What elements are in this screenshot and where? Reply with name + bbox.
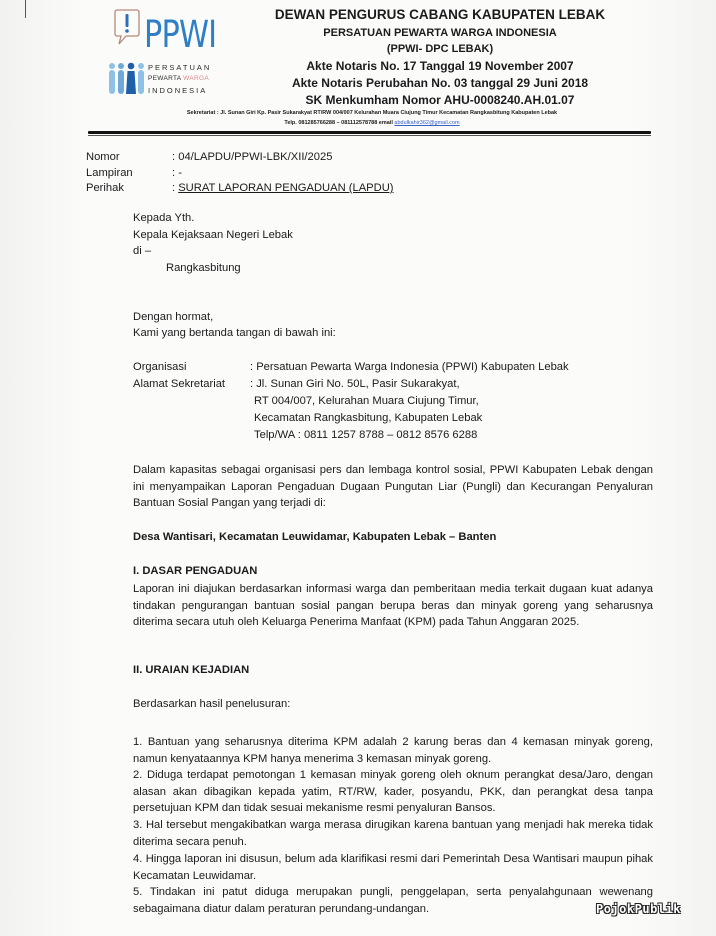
salutation: Dengan hormat, [133, 311, 214, 323]
intro-line: Kami yang bertanda tangan di bawah ini: [133, 327, 336, 339]
watermark-pojokpublik: PojokPublik [596, 902, 681, 916]
logo-subtitle-line2 [148, 76, 209, 83]
people-group-icon [108, 62, 146, 96]
alamat-phone: Telp/WA : 0811 1257 8788 – 0812 8576 6288 [254, 429, 478, 441]
letterhead-org-name: PERSATUAN PEWARTA WARGA INDONESIA [323, 27, 557, 39]
finding-item-1: 1. Bantuan yang seharusnya diterima KPM adalah 2 karung beras dan 4 kemasan minyak goreng, namun kenyataannya KPM hanya menerima 3 kemasan minyak goreng. [133, 736, 653, 765]
finding-item-4: 4. Hingga laporan ini disusun, belum ada klarifikasi resmi dari Pemerintah Desa Wantisari maupun pihak Kecamatan Leuwidamar. [133, 853, 653, 882]
finding-item-3: 3. Hal tersebut mengakibatkan warga merasa dirugikan karena bantuan yang menjadi hak mereka tidak diterima secara penuh. [133, 819, 653, 848]
recipient-di: di – [133, 245, 152, 257]
lampiran-value: : - [172, 167, 182, 179]
perihal-colon: : [172, 182, 179, 194]
finding-item-5: 5. Tindakan ini patut diduga merupakan pungli, penggelapan, serta penyalahgunaan wewenang sebagaimana diatur dalam peraturan perundang-undangan. [133, 886, 653, 915]
letterhead-address: Sekretariat : Jl. Sunan Giri Kp. Pasir Sukarakyat RT/RW 004/007 Kelurahan Muara Ciujung Timur Kecamatan Rangkasbitung Kabupaten Lebak [186, 110, 558, 116]
perihal-value [172, 183, 394, 194]
letterhead-email-link[interactable]: abdulkahir362@gmail.com [394, 120, 460, 126]
letterhead-phone: Telp. 081285766288 – 081112578788 email [284, 120, 395, 126]
section1-paragraph: Laporan ini diajukan berdasarkan informasi warga dan pemberitaan media terkait dugaan kuat adanya tindakan pengurangan bantuan sosial pangan berupa beras dan minyak goreng yang seharusnya diterima secara utuh oleh Keluarga Penerima Manfaat (KPM) pada Tahun Anggaran 2025. [133, 583, 653, 629]
letterhead-org-short: (PPWI- DPC LEBAK) [386, 43, 494, 55]
letterhead-divider-thin [88, 135, 651, 136]
section1-heading: I. DASAR PENGADUAN [133, 565, 258, 577]
letterhead-contact [92, 121, 652, 127]
logo-pewarta: PEWARTA [148, 75, 182, 82]
letterhead-sk-menkumham: SK Menkumham Nomor AHU-0008240.AH.01.07 [305, 93, 575, 107]
ppwi-logo [100, 6, 230, 98]
logo-warga: WARGA [183, 75, 209, 82]
alamat-line-1: : Jl. Sunan Giri No. 50L, Pasir Sukarakyat, [250, 378, 460, 390]
statement-paragraph: Dalam kapasitas sebagai organisasi pers dan lembaga kontrol sosial, PPWI Kabupaten Lebak dengan ini menyampaikan Laporan Pengaduan Dugaan Pungutan Liar (Pungli) dan Kecurangan Penyaluran Bantuan Sosial Pangan yang terjadi di: [133, 464, 653, 510]
lampiran-label: Lampiran [86, 167, 133, 179]
recipient-greeting: Kepada Yth. [133, 212, 195, 224]
alamat-label: Alamat Sekretariat [133, 378, 226, 390]
perihal-subject: SURAT LAPORAN PENGADUAN (LAPDU) [178, 182, 394, 194]
perihal-label: Perihak [86, 182, 124, 194]
section2-heading: II. URAIAN KEJADIAN [133, 664, 250, 676]
logo-subtitle-line3: INDONESIA [148, 86, 208, 95]
logo-wordmark: PPWI [144, 13, 217, 56]
exclamation-speech-bubble-icon [114, 8, 140, 46]
finding-item-2: 2. Diduga terdapat pemotongan 1 kemasan minyak goreng oleh oknum perangkat desa/Jaro, dengan alasan akan dibagikan kepada yatim, RT/RW, kader, posyandu, PKK, dan perangkat desa tanpa persetujuan KPM dan tidak sesuai mekanisme resmi penyaluran Bansos. [133, 769, 653, 815]
nomor-value: : 04/LAPDU/PPWI-LBK/XII/2025 [172, 151, 333, 163]
section2-intro: Berdasarkan hasil penelusuran: [133, 698, 291, 710]
recipient-name: Kepala Kejaksaan Negeri Lebak [133, 229, 293, 241]
alamat-line-2: RT 004/007, Kelurahan Muara Ciujung Timur, [254, 395, 479, 407]
recipient-city: Rangkasbitung [166, 262, 241, 274]
letterhead-notary-amendment: Akte Notaris Perubahan No. 03 tanggal 29 Juni 2018 [291, 76, 589, 90]
organisasi-label: Organisasi [133, 361, 187, 373]
nomor-label: Nomor [86, 151, 120, 163]
organisasi-value: : Persatuan Pewarta Warga Indonesia (PPWI) Kabupaten Lebak [250, 361, 569, 373]
logo-subtitle-line1: PERSATUAN [148, 63, 212, 72]
letterhead-notary-deed: Akte Notaris No. 17 Tanggal 19 November 2007 [306, 59, 574, 73]
alamat-line-3: Kecamatan Rangkasbitung, Kabupaten Lebak [254, 412, 483, 424]
incident-location: Desa Wantisari, Kecamatan Leuwidamar, Kabupaten Lebak – Banten [133, 531, 497, 543]
letterhead-divider [88, 131, 651, 134]
letterhead-title: DEWAN PENGURUS CABANG KABUPATEN LEBAK [274, 7, 606, 22]
page-edge-mark [25, 0, 26, 18]
